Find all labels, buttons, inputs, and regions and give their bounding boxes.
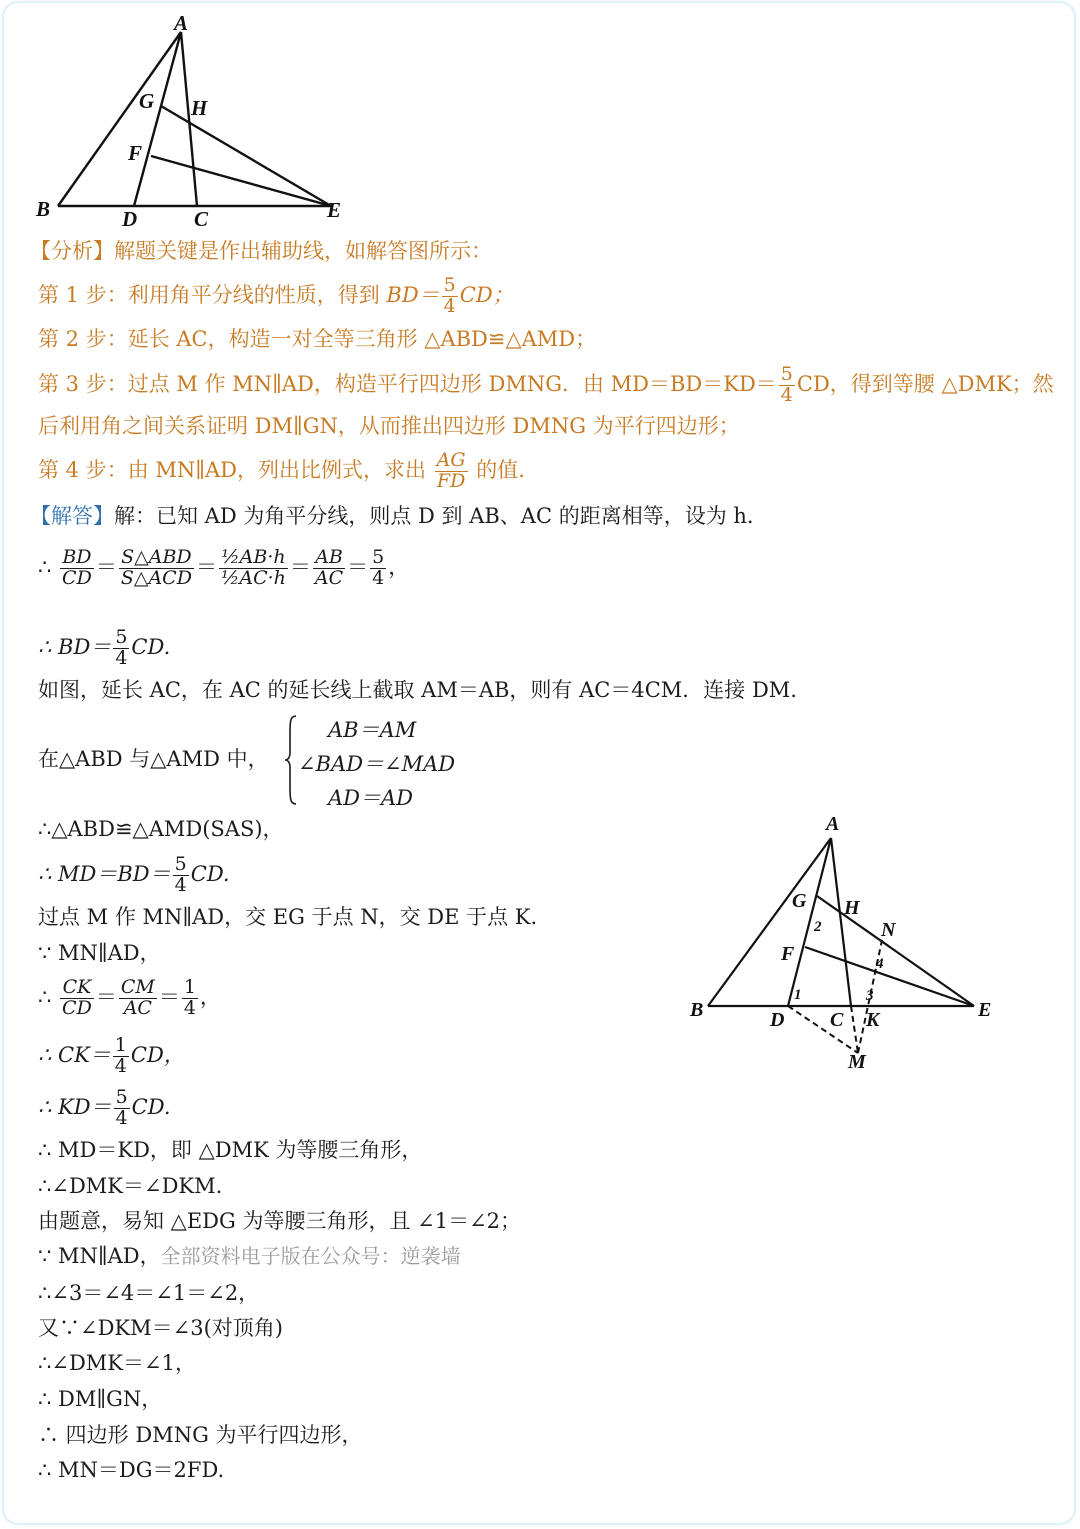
label-d: D [770,1009,785,1031]
through-m: 过点 M 作 MN∥AD，交 EG 于点 N，交 DE 于点 K. [38,905,538,929]
analysis-intro: 【分析】解题关键是作出辅助线，如解答图所示： [30,239,492,263]
triangle-lead: 在△ABD 与△AMD 中， [38,747,269,771]
because-parallel: ∵ MN∥AD， [38,941,161,965]
congruent: ∴△ABD≌△AMD(SAS)， [38,817,284,841]
ck-ratio: ∴ $\frac{CK}{CD}$ ＝ $\frac{CM}{AC}$ ＝ $\frac{1}{4}$ ， [38,976,221,1019]
kd-equation: ∴ KD＝ $\frac{5}{4}$ CD. [38,1086,171,1129]
label-f: F [128,141,143,165]
bd-equation: ∴ BD＝ $\frac{5}{4}$ CD. [38,626,171,669]
angle-label-3: 3 [866,988,874,1004]
final-result: ∴ MN＝DG＝2FD. [38,1458,225,1482]
analysis-step-3-cont: 后利用角之间关系证明 DM∥GN，从而推出四边形 DMNG 为平行四边形； [38,414,740,438]
figure-triangle-2 [680,810,1010,1075]
label-k: K [866,1009,880,1031]
label-g: G [139,89,155,113]
dmk-equals-1: ∴∠DMK＝∠1， [38,1351,196,1375]
md-equation: ∴ MD＝BD＝ $\frac{5}{4}$ CD. [38,853,230,896]
fraction-ag-fd: $\frac{AG}{FD}$ [436,449,466,492]
brace [284,714,298,806]
label-c: C [830,1009,844,1031]
edg-isosceles: 由题意，易知 △EDG 为等腰三角形，且 ∠1＝∠2； [38,1209,522,1233]
solution-intro: 【解答】解：已知 AD 为角平分线，则点 D 到 AB、AC 的距离相等，设为 h. [30,504,754,528]
label-f: F [781,943,795,965]
label-h: H [191,96,208,120]
label-a: A [174,11,189,35]
angles-equal: ∴∠3＝∠4＝∠1＝∠2， [38,1281,260,1305]
solution-tag: 【解答】 [30,504,114,528]
md-kd: ∴ MD＝KD，即 △DMK 为等腰三角形， [38,1138,423,1162]
watermark-text: 全部资料电子版在公众号：逆袭墙 [160,1244,461,1268]
vertical-angles: 又∵∠DKM＝∠3(对顶角) [38,1316,283,1340]
label-c: C [194,207,209,231]
angle-label-4: 4 [876,956,884,972]
analysis-step-2: 第 2 步：延长 AC，构造一对全等三角形 △ABD≌△AMD； [38,327,597,351]
label-b: B [36,197,51,221]
label-g: G [792,890,807,912]
analysis-tag: 【分析】 [30,239,114,263]
fraction-5-4: $\frac{5}{4}$ [780,363,793,406]
label-n: N [881,919,896,941]
ratio-equation: ∴ $\frac{BD}{CD}$ ＝ $\frac{\text{S△ABD}}{\text{S△ACD}}$ ＝ $\frac{\text{½AB·h}}{\text{½AC·h}}$ ＝ $\frac{AB}{AC}$ ＝ $\frac{5}{4}$ ， [38,546,410,589]
analysis-step-4: 第 4 步：由 MN∥AD，列出比例式，求出 $\frac{AG}{FD}$ 的值. [38,449,525,492]
because-parallel-2: ∵ MN∥AD，全部资料电子版在公众号：逆袭墙 [38,1244,461,1268]
label-b: B [690,999,704,1021]
angle-label-1: 1 [794,987,802,1003]
ck-equation: ∴ CK＝ $\frac{1}{4}$ CD， [38,1034,185,1077]
angle-label-2: 2 [814,919,822,935]
analysis-step-1: 第 1 步：利用角平分线的性质，得到 BD＝ $\frac{5}{4}$ CD； [38,274,514,317]
parallelogram: ∴ 四边形 DMNG 为平行四边形， [38,1423,363,1447]
label-m: M [848,1051,866,1073]
figure-triangle-1 [30,10,360,232]
angle-dmk: ∴∠DMK＝∠DKM. [38,1174,223,1198]
label-e: E [978,999,992,1021]
label-a: A [826,813,840,835]
label-h: H [844,897,860,919]
analysis-step-3: 第 3 步：过点 M 作 MN∥AD，构造平行四边形 DMNG．由 MD＝BD＝KD＝ $\frac{5}{4}$ CD，得到等腰 △DMK；然 [38,363,1054,406]
label-d: D [122,207,138,231]
dm-parallel-gn: ∴ DM∥GN， [38,1387,163,1411]
label-e: E [327,198,342,222]
fraction-5-4: $\frac{5}{4}$ [443,274,456,317]
extend-ac: 如图，延长 AC，在 AC 的延长线上截取 AM＝AB，则有 AC＝4CM．连接 DM. [38,678,797,702]
